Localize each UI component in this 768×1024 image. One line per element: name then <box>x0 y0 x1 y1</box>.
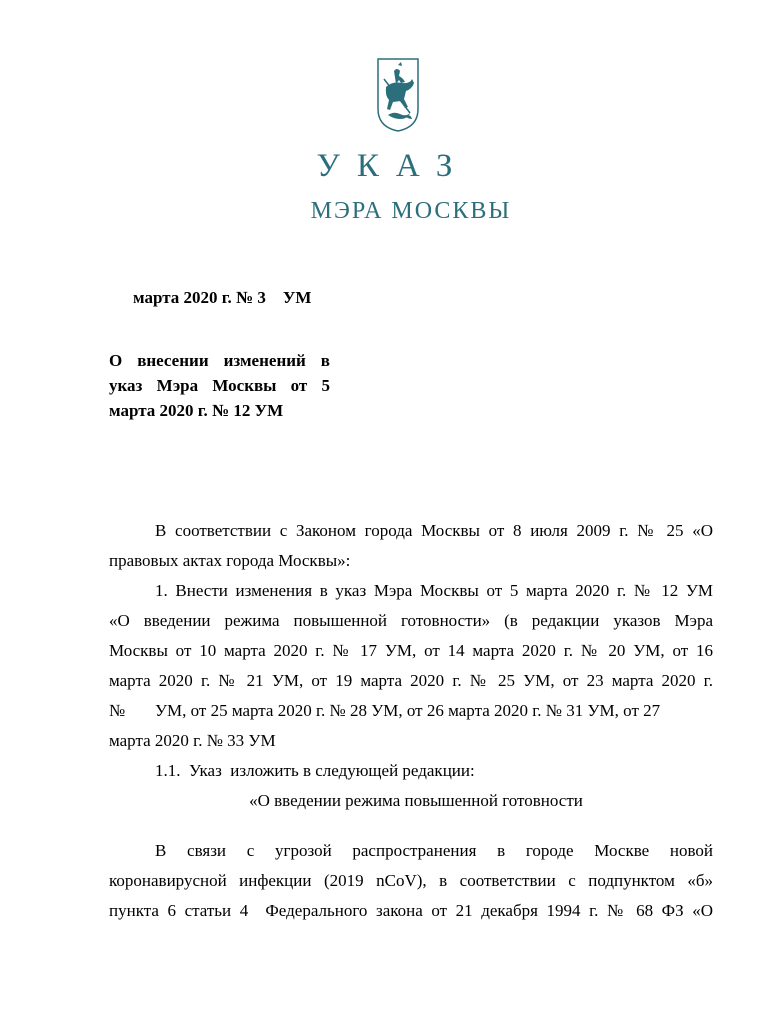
body-line: В соответствии с Законом города Москвы от 8 июля 2009 г. № 25 «О <box>155 521 713 540</box>
body-line: «О введении режима повышенной готовности <box>249 791 583 810</box>
body-line: пункта 6 статьи 4 Федерального закона от 21 декабря 1994 г. № 68 ФЗ «О <box>109 901 713 920</box>
body-line: коронавирусной инфекции (2019 nCoV), в соответствии с подпунктом «б» <box>109 871 713 890</box>
body-line: правовых актах города Москвы»: <box>109 551 351 570</box>
decree-subject <box>109 348 330 423</box>
body-line: № УМ, от 25 марта 2020 г. № 28 УМ, от 26 марта 2020 г. № 31 УМ, от 27 <box>109 701 661 720</box>
body-line: марта 2020 г. № 21 УМ, от 19 марта 2020 г. № 25 УМ, от 23 марта 2020 г. <box>109 671 713 690</box>
subject-line: указ Мэра Москвы от 5 <box>109 376 330 395</box>
subject-line: О внесении изменений в <box>109 351 330 370</box>
moscow-coat-of-arms-icon <box>376 57 420 133</box>
body-line: 1.1. Указ изложить в следующей редакции: <box>155 761 475 780</box>
body-line: В связи с угрозой распространения в городе Москве новой <box>155 841 713 860</box>
body-line: марта 2020 г. № 33 УМ <box>109 731 276 750</box>
document-type-title: УКАЗ <box>316 148 470 184</box>
body-line: 1. Внести изменения в указ Мэра Москвы от 5 марта 2020 г. № 12 УМ <box>155 581 713 600</box>
decree-body <box>109 516 713 816</box>
issuer-title: МЭРА МОСКВЫ <box>310 198 512 224</box>
body-line: «О введении режима повышенной готовности» (в редакции указов Мэра <box>109 611 713 630</box>
subject-line: марта 2020 г. № 12 УМ <box>109 401 284 420</box>
decree-date-number: марта 2020 г. № 3 УМ <box>133 288 312 307</box>
body-line: Москвы от 10 марта 2020 г. № 17 УМ, от 14 марта 2020 г. № 20 УМ, от 16 <box>109 641 713 660</box>
decree-body-continued <box>109 836 713 926</box>
